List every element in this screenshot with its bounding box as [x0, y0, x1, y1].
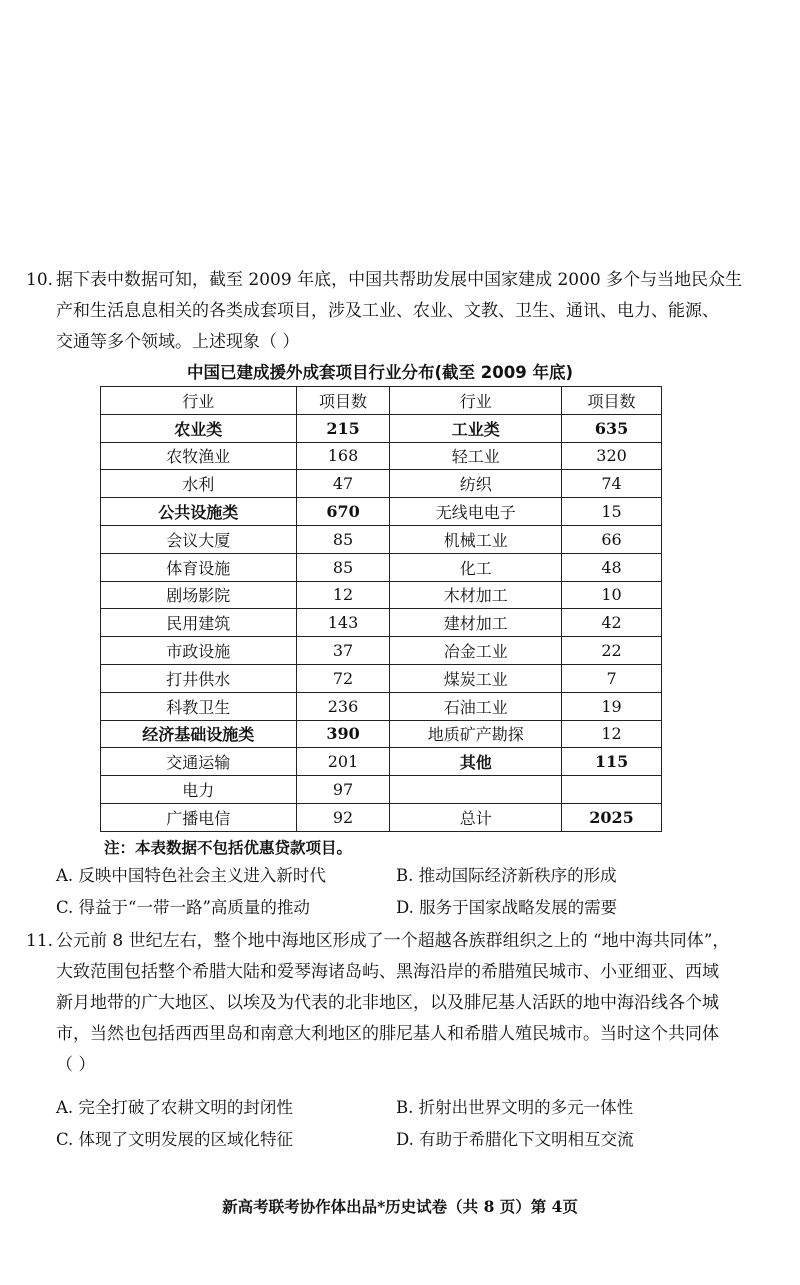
count-cell: 66 [562, 525, 662, 553]
option-c[interactable]: C. 体现了文明发展的区域化特征 [56, 1130, 294, 1149]
industry-cell: 体育设施 [101, 553, 297, 581]
table-row [101, 748, 662, 776]
industry-cell: 市政设施 [101, 637, 297, 665]
table-row [101, 803, 662, 831]
industry-cell: 煤炭工业 [390, 664, 562, 692]
option-c[interactable]: C. 得益于“一带一路”高质量的推动 [56, 898, 310, 917]
option-a[interactable]: A. 完全打破了农耕文明的封闭性 [56, 1098, 293, 1117]
count-cell: 390 [296, 720, 390, 748]
table-row [101, 414, 662, 442]
stem-line: 新月地带的广大地区、以埃及为代表的北非地区，以及腓尼基人活跃的地中海沿线各个城 [56, 993, 719, 1013]
stem-line: （ ） [56, 1055, 96, 1075]
table-row [101, 692, 662, 720]
industry-cell: 农业类 [101, 414, 297, 442]
table-row [101, 664, 662, 692]
option-b[interactable]: B. 折射出世界文明的多元一体性 [396, 1098, 634, 1117]
industry-cell [390, 776, 562, 804]
industry-cell: 总计 [390, 803, 562, 831]
industry-cell: 其他 [390, 748, 562, 776]
table-note: 注：本表数据不包括优惠贷款项目。 [104, 839, 353, 857]
industry-cell: 无线电电子 [390, 498, 562, 526]
industry-cell: 交通运输 [101, 748, 297, 776]
count-cell: 47 [296, 470, 390, 498]
count-cell: 92 [296, 803, 390, 831]
count-cell: 201 [296, 748, 390, 776]
count-cell: 22 [562, 637, 662, 665]
industry-cell: 石油工业 [390, 692, 562, 720]
stem-line: 交通等多个领域。上述现象（ ） [56, 332, 300, 352]
industry-cell: 纺织 [390, 470, 562, 498]
stem-line: 产和生活息息相关的各类成套项目，涉及工业、农业、文教、卫生、通讯、电力、能源、 [56, 301, 719, 321]
question-11 [26, 926, 766, 1081]
table-header-row [101, 387, 662, 415]
column-header: 行业 [390, 387, 562, 415]
page-footer: 新高考联考协作体出品*历史试卷（共 8 页）第 4页 [222, 1197, 578, 1216]
count-cell: 85 [296, 525, 390, 553]
table-row [101, 498, 662, 526]
count-cell: 168 [296, 442, 390, 470]
count-cell: 635 [562, 414, 662, 442]
industry-cell: 经济基础设施类 [101, 720, 297, 748]
count-cell: 2025 [562, 803, 662, 831]
table-row [101, 470, 662, 498]
industry-cell: 建材加工 [390, 609, 562, 637]
industry-cell: 打井供水 [101, 664, 297, 692]
count-cell: 10 [562, 581, 662, 609]
industry-cell: 电力 [101, 776, 297, 804]
industry-cell: 轻工业 [390, 442, 562, 470]
option-b[interactable]: B. 推动国际经济新秩序的形成 [396, 866, 617, 885]
question-number: 10. [26, 270, 54, 290]
question-11-options [56, 1094, 756, 1158]
table-row [101, 776, 662, 804]
count-cell: 143 [296, 609, 390, 637]
question-stem [56, 265, 766, 358]
industry-cell: 民用建筑 [101, 609, 297, 637]
table-row [101, 581, 662, 609]
table-body [101, 414, 662, 831]
industry-cell: 冶金工业 [390, 637, 562, 665]
count-cell: 74 [562, 470, 662, 498]
count-cell: 42 [562, 609, 662, 637]
count-cell: 72 [296, 664, 390, 692]
count-cell: 215 [296, 414, 390, 442]
table-row [101, 609, 662, 637]
stem-line: 市，当然也包括西西里岛和南意大利地区的腓尼基人和希腊人殖民城市。当时这个共同体 [56, 1024, 719, 1044]
table-row [101, 553, 662, 581]
industry-cell: 剧场影院 [101, 581, 297, 609]
count-cell: 12 [296, 581, 390, 609]
option-d[interactable]: D. 有助于希腊化下文明相互交流 [396, 1130, 634, 1149]
table-row [101, 720, 662, 748]
industry-cell: 广播电信 [101, 803, 297, 831]
count-cell: 236 [296, 692, 390, 720]
question-stem [56, 926, 766, 1081]
industry-cell: 水利 [101, 470, 297, 498]
industry-cell: 会议大厦 [101, 525, 297, 553]
industry-cell: 地质矿产勘探 [390, 720, 562, 748]
question-10-options [56, 862, 756, 926]
column-header: 行业 [101, 387, 297, 415]
count-cell: 12 [562, 720, 662, 748]
table-row [101, 442, 662, 470]
option-a[interactable]: A. 反映中国特色社会主义进入新时代 [56, 866, 326, 885]
industry-cell: 机械工业 [390, 525, 562, 553]
count-cell: 85 [296, 553, 390, 581]
count-cell: 670 [296, 498, 390, 526]
stem-line: 据下表中数据可知，截至 2009 年底，中国共帮助发展中国家建成 2000 多个与当地民众生 [56, 270, 743, 290]
question-10 [26, 265, 766, 358]
count-cell: 320 [562, 442, 662, 470]
table-row [101, 525, 662, 553]
stem-line: 大致范围包括整个希腊大陆和爱琴海诸岛屿、黑海沿岸的希腊殖民城市、小亚细亚、西域 [56, 962, 719, 982]
table-title: 中国已建成援外成套项目行业分布(截至 2009 年底) [187, 363, 573, 382]
count-cell [562, 776, 662, 804]
aid-projects-table [100, 386, 662, 832]
table-row [101, 637, 662, 665]
industry-cell: 农牧渔业 [101, 442, 297, 470]
count-cell: 37 [296, 637, 390, 665]
stem-line: 公元前 8 世纪左右，整个地中海地区形成了一个超越各族群组织之上的 “地中海共同体”， [56, 931, 730, 951]
industry-cell: 木材加工 [390, 581, 562, 609]
count-cell: 19 [562, 692, 662, 720]
industry-cell: 公共设施类 [101, 498, 297, 526]
option-d[interactable]: D. 服务于国家战略发展的需要 [396, 898, 618, 917]
count-cell: 48 [562, 553, 662, 581]
industry-cell: 化工 [390, 553, 562, 581]
question-number: 11. [26, 931, 54, 951]
industry-cell: 工业类 [390, 414, 562, 442]
count-cell: 97 [296, 776, 390, 804]
industry-cell: 科教卫生 [101, 692, 297, 720]
count-cell: 15 [562, 498, 662, 526]
count-cell: 115 [562, 748, 662, 776]
column-header: 项目数 [562, 387, 662, 415]
count-cell: 7 [562, 664, 662, 692]
column-header: 项目数 [296, 387, 390, 415]
